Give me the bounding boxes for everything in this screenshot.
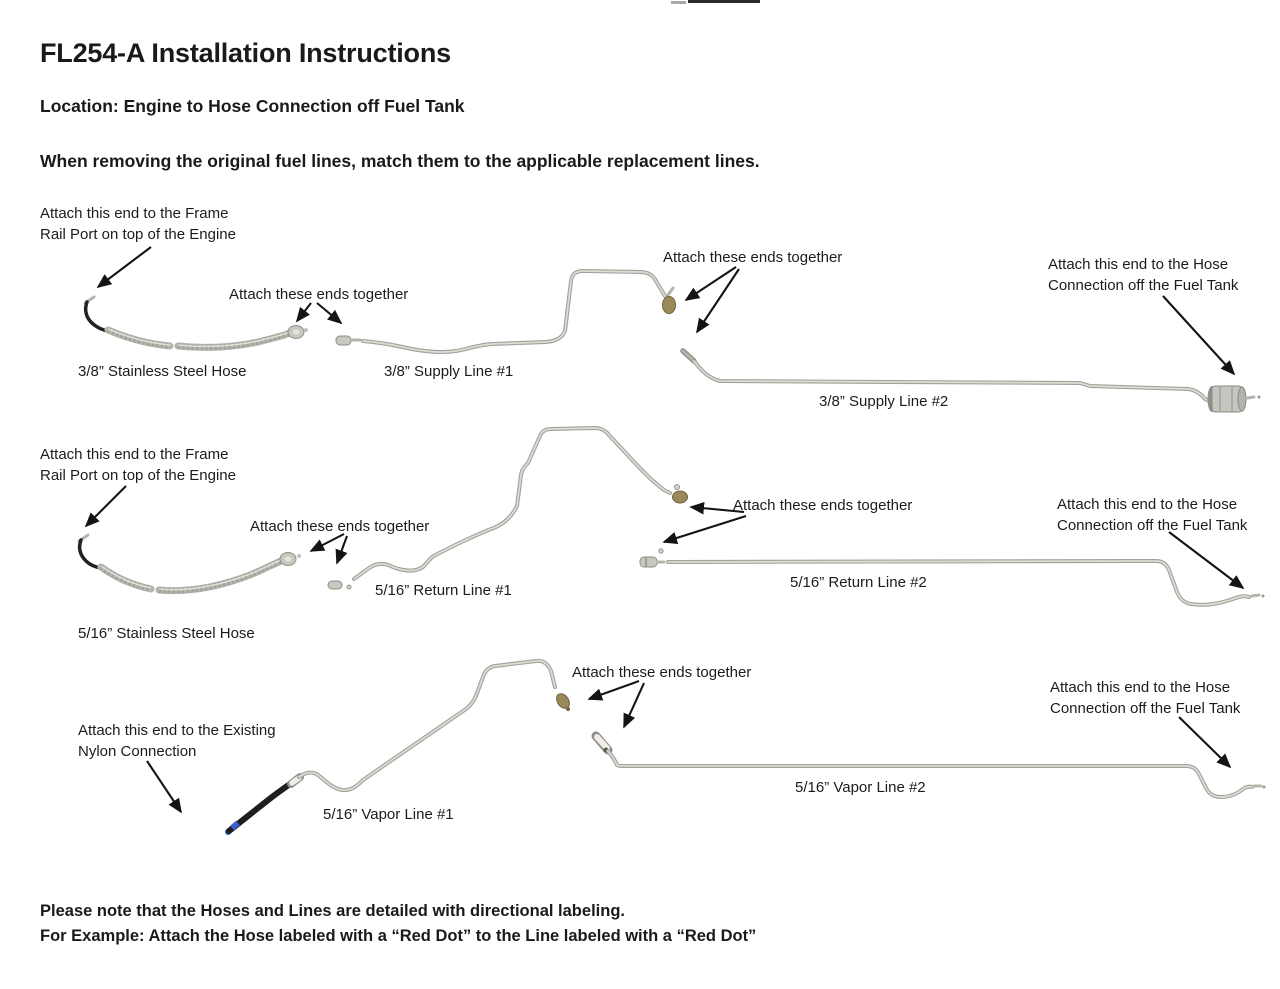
arrow	[1163, 296, 1234, 374]
label-frame-rail-row2: Attach this end to the Frame Rail Port on top of the Engine	[40, 446, 236, 484]
brass-fitting	[663, 297, 676, 314]
footer-note-line2: For Example: Attach the Hose labeled with a “Red Dot” to the Line labeled with a “Red Dot”	[40, 927, 757, 945]
label-hose-tank-row2: Attach this end to the Hose Connection off the Fuel Tank	[1057, 496, 1248, 534]
supply-line-2	[683, 351, 1261, 412]
stainless-hose-5-16	[79, 535, 301, 591]
location-line: Location: Engine to Hose Connection off Fuel Tank	[40, 96, 465, 116]
arrow	[624, 683, 644, 727]
label-frame-rail-row1: Attach this end to the Frame Rail Port on top of the Engine	[40, 205, 236, 243]
footer-note-line1: Please note that the Hoses and Lines are detailed with directional labeling.	[40, 902, 625, 920]
tank-connection-fitting	[1208, 386, 1261, 412]
label-ends-together-row2-left: Attach these ends together	[250, 518, 430, 535]
label-ends-together-row1-left: Attach these ends together	[229, 286, 409, 303]
caption-return-line-2: 5/16” Return Line #2	[790, 574, 927, 591]
line-end-fitting	[328, 581, 342, 589]
caption-return-line-1: 5/16” Return Line #1	[375, 582, 512, 599]
return-line-2	[640, 549, 1265, 605]
caption-vapor-line-2: 5/16” Vapor Line #2	[795, 779, 926, 796]
line-end-fitting	[640, 557, 657, 567]
arrow	[1179, 717, 1230, 767]
label-nylon-connection: Attach this end to the Existing Nylon Connection	[78, 722, 276, 760]
page-title: FL254-A Installation Instructions	[40, 38, 451, 68]
caption-stainless-hose-5-16: 5/16” Stainless Steel Hose	[78, 625, 255, 642]
label-ends-together-row3: Attach these ends together	[572, 664, 752, 681]
arrow	[147, 761, 181, 812]
label-hose-tank-row1: Attach this end to the Hose Connection off the Fuel Tank	[1048, 256, 1239, 294]
caption-stainless-hose-3-8: 3/8” Stainless Steel Hose	[78, 363, 247, 380]
vapor-line-2	[596, 736, 1266, 797]
blue-marker-band	[232, 823, 238, 828]
footer-note	[40, 899, 756, 949]
arrow	[86, 486, 126, 526]
arrow	[589, 681, 639, 699]
nylon-hose-section	[229, 782, 293, 831]
arrow	[98, 247, 151, 287]
caption-supply-line-1: 3/8” Supply Line #1	[384, 363, 514, 380]
arrow	[664, 516, 746, 542]
arrow	[337, 536, 347, 563]
brass-fitting	[673, 491, 688, 503]
label-ends-together-row2-right: Attach these ends together	[733, 497, 913, 514]
instruction-line: When removing the original fuel lines, match them to the applicable replacement lines.	[40, 151, 760, 171]
caption-supply-line-2: 3/8” Supply Line #2	[819, 393, 949, 410]
arrow	[1169, 532, 1243, 588]
label-hose-tank-row3: Attach this end to the Hose Connection off the Fuel Tank	[1050, 679, 1241, 717]
arrow	[317, 303, 341, 323]
white-end-fitting	[597, 737, 607, 748]
arrow	[297, 303, 311, 321]
line-end-fitting	[336, 336, 351, 345]
caption-vapor-line-1: 5/16” Vapor Line #1	[323, 806, 454, 823]
label-ends-together-row1-right: Attach these ends together	[663, 249, 843, 266]
return-line-1	[328, 428, 688, 589]
